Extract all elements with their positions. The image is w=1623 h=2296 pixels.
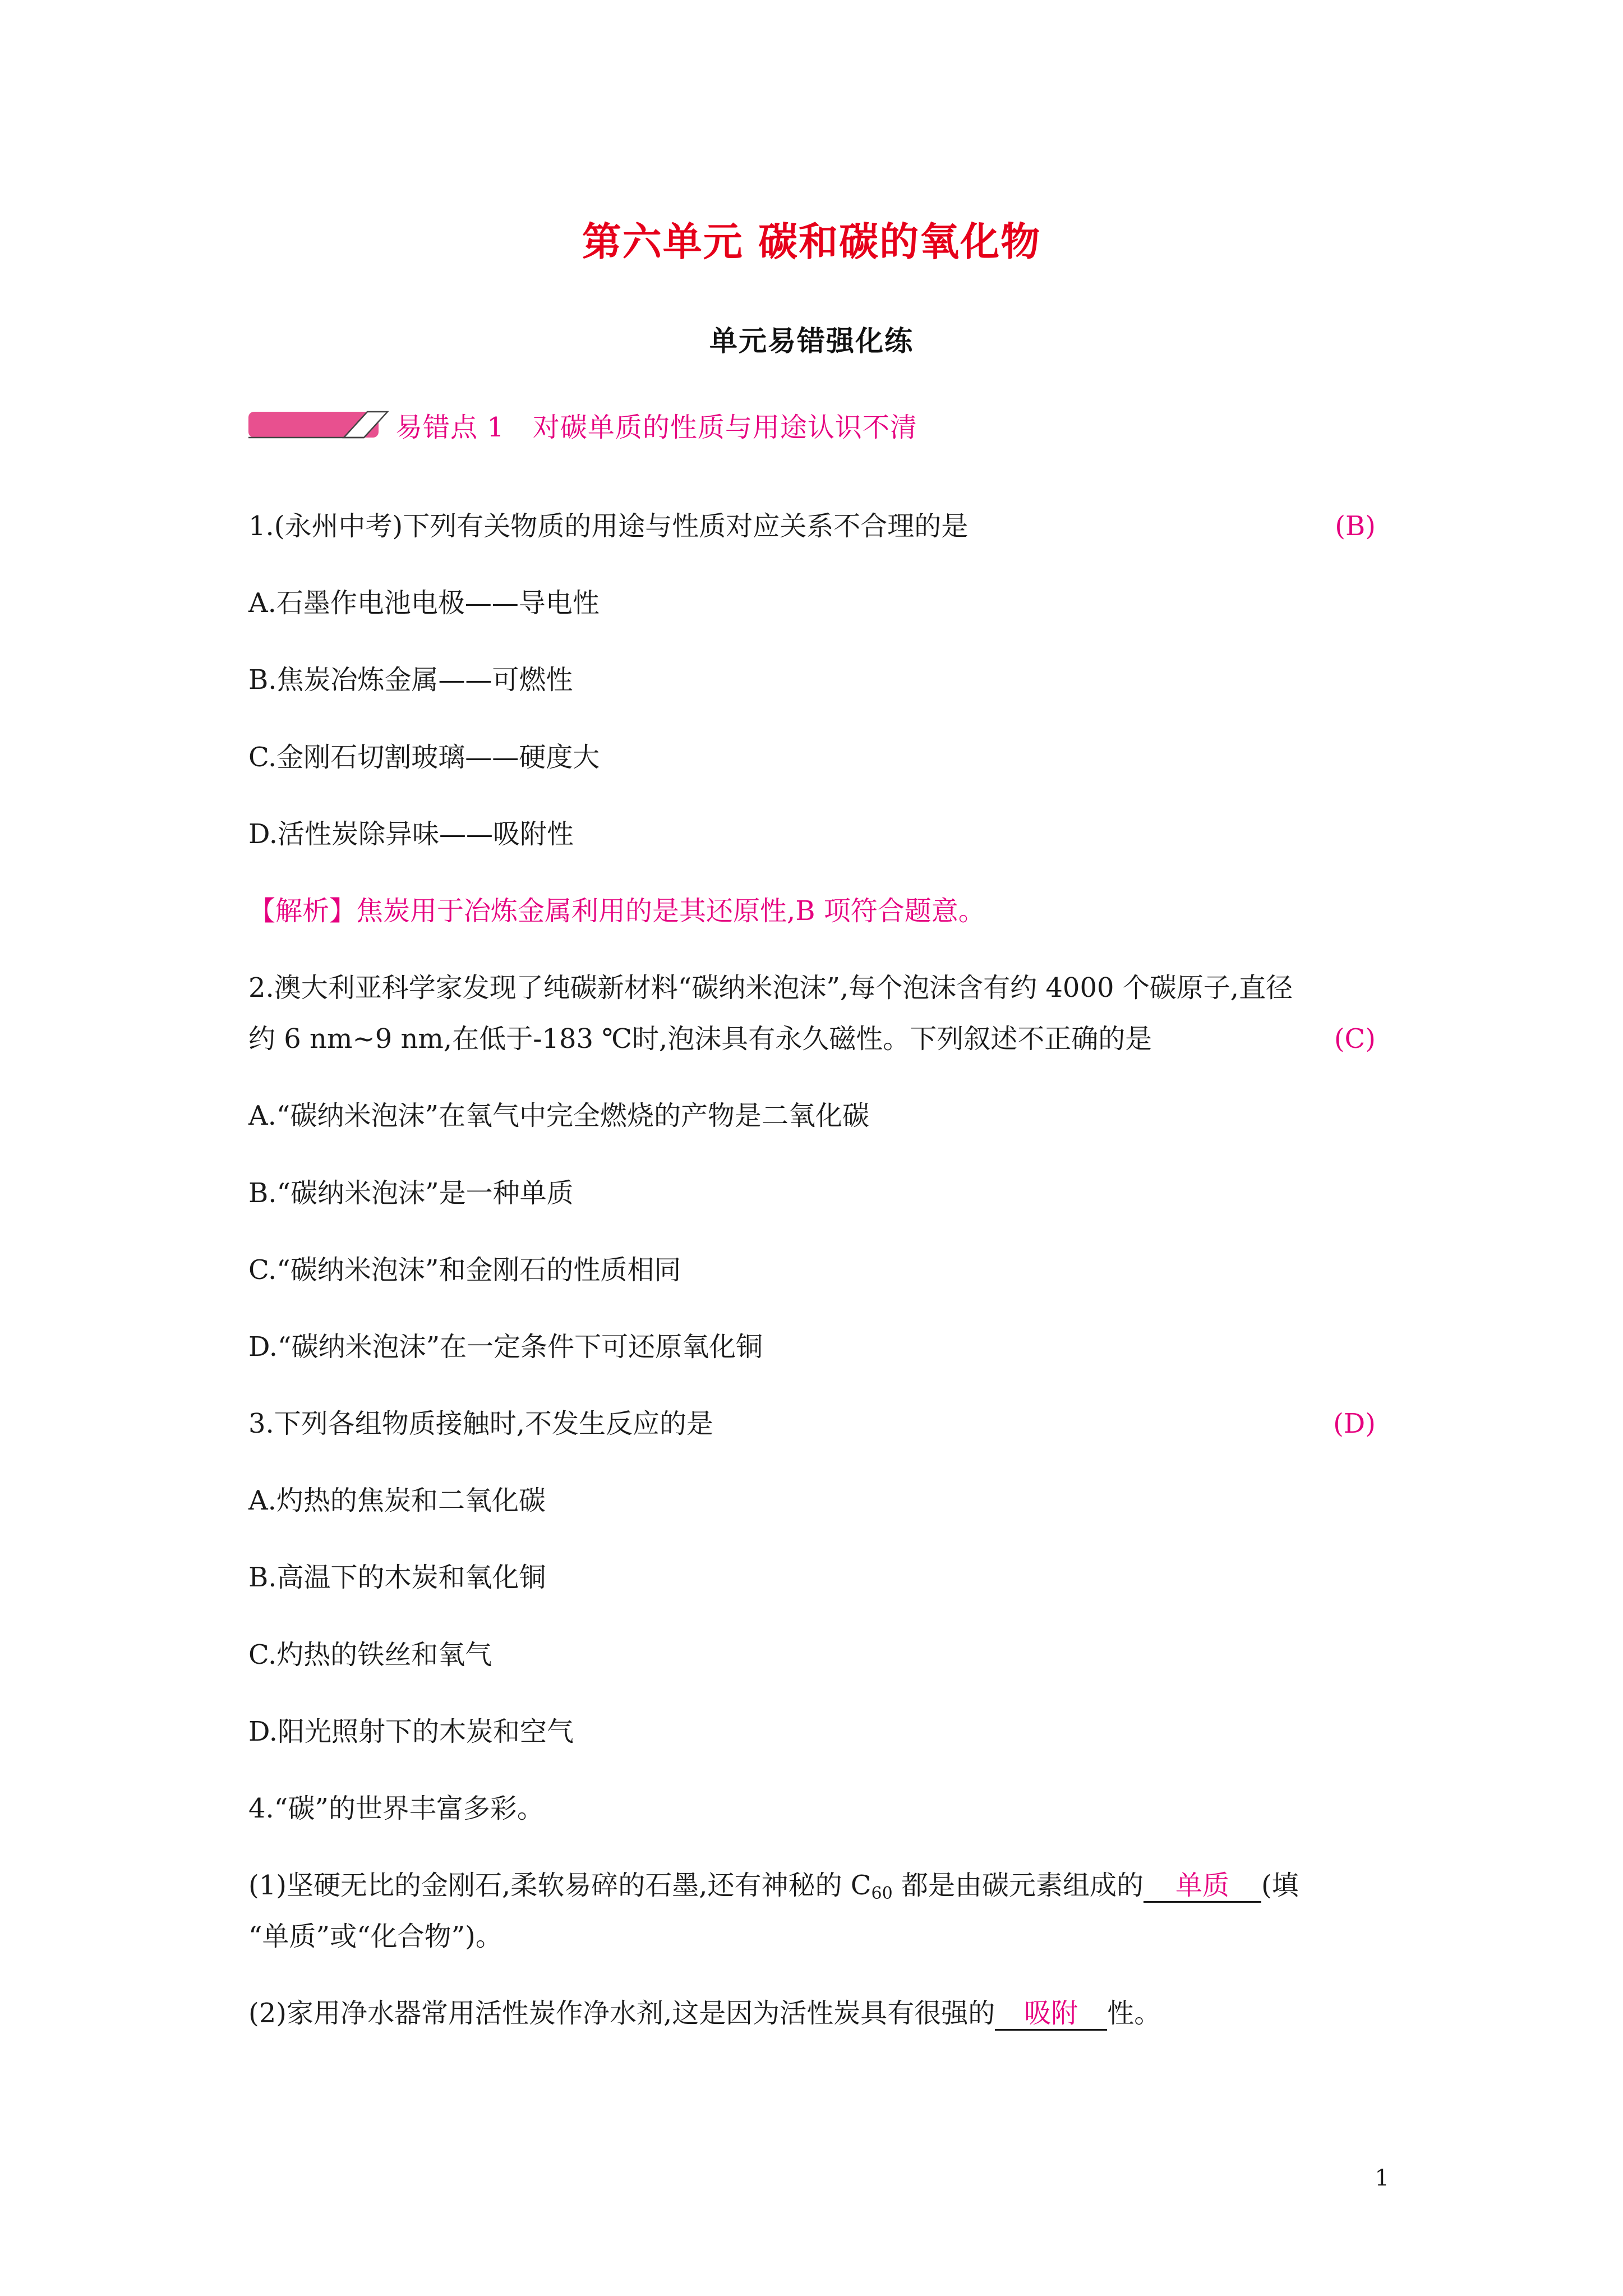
q1-stem: 1.(永州中考)下列有关物质的用途与性质对应关系不合理的是 — [248, 510, 969, 542]
q3-stem: 3.下列各组物质接触时,不发生反应的是 — [248, 1408, 714, 1439]
q2-option-d: D.“碳纳米泡沫”在一定条件下可还原氧化铜 — [248, 1331, 763, 1363]
q2-option-c: C.“碳纳米泡沫”和金刚石的性质相同 — [248, 1254, 681, 1286]
q1-option-a: A.石墨作电池电极——导电性 — [248, 587, 600, 619]
q4-part2-after: 性。 — [1107, 1998, 1161, 2029]
section-banner-icon — [248, 408, 389, 441]
q4-part1-mid: 都是由碳元素组成的 — [892, 1870, 1144, 1901]
q1-analysis: 【解析】焦炭用于冶炼金属利用的是其还原性,B 项符合题意。 — [248, 895, 985, 927]
q1-option-c: C.金刚石切割玻璃——硬度大 — [248, 742, 600, 773]
q3-option-b: B.高温下的木炭和氧化铜 — [248, 1562, 546, 1593]
page-subtitle: 单元易错强化练 — [709, 324, 914, 357]
q4-stem: 4.“碳”的世界丰富多彩。 — [248, 1793, 544, 1824]
q4-part2-blank: 吸附 — [995, 1998, 1107, 2031]
q2-option-a: A.“碳纳米泡沫”在氧气中完全燃烧的产物是二氧化碳 — [248, 1100, 870, 1131]
q4-part2-text: (2)家用净水器常用活性炭作净水剂,这是因为活性炭具有很强的 — [248, 1998, 995, 2029]
section-text: 对碳单质的性质与用途认识不清 — [532, 411, 917, 443]
page-title: 第六单元 碳和碳的氧化物 — [582, 218, 1041, 265]
q2-answer: (C) — [1334, 1023, 1376, 1055]
q4-part1-blank: 单质 — [1144, 1870, 1261, 1903]
page-number: 1 — [1375, 2165, 1389, 2191]
q3-option-a: A.灼热的焦炭和二氧化碳 — [248, 1485, 546, 1516]
q1-answer: (B) — [1335, 510, 1376, 542]
q4-part1 — [248, 1869, 1376, 1911]
q4-part1-after: (填 — [1261, 1870, 1299, 1901]
q3-answer: (D) — [1333, 1408, 1376, 1439]
q4-part1-text: (1)坚硬无比的金刚石,柔软易碎的石墨,还有神秘的 C — [248, 1870, 872, 1901]
c60-subscript: 60 — [871, 1884, 893, 1903]
q4-part1-line2: “单质”或“化合物”)。 — [248, 1921, 502, 1952]
q3-option-c: C.灼热的铁丝和氧气 — [248, 1639, 492, 1671]
section-header-1 — [248, 405, 917, 444]
q2-stem-line1: 2.澳大利亚科学家发现了纯碳新材料“碳纳米泡沫”,每个泡沫含有约 4000 个碳原子,直径 — [248, 972, 1293, 1004]
section-label: 易错点 1 — [395, 411, 505, 443]
q4-part2 — [248, 1996, 1376, 2031]
q2-stem-line2: 约 6 nm~9 nm,在低于-183 ℃时,泡沫具有永久磁性。下列叙述不正确的是 — [248, 1023, 1152, 1055]
q1-option-d: D.活性炭除异味——吸附性 — [248, 818, 574, 850]
q2-option-b: B.“碳纳米泡沫”是一种单质 — [248, 1177, 574, 1209]
q3-option-d: D.阳光照射下的木炭和空气 — [248, 1716, 574, 1747]
q1-option-b: B.焦炭冶炼金属——可燃性 — [248, 664, 573, 696]
